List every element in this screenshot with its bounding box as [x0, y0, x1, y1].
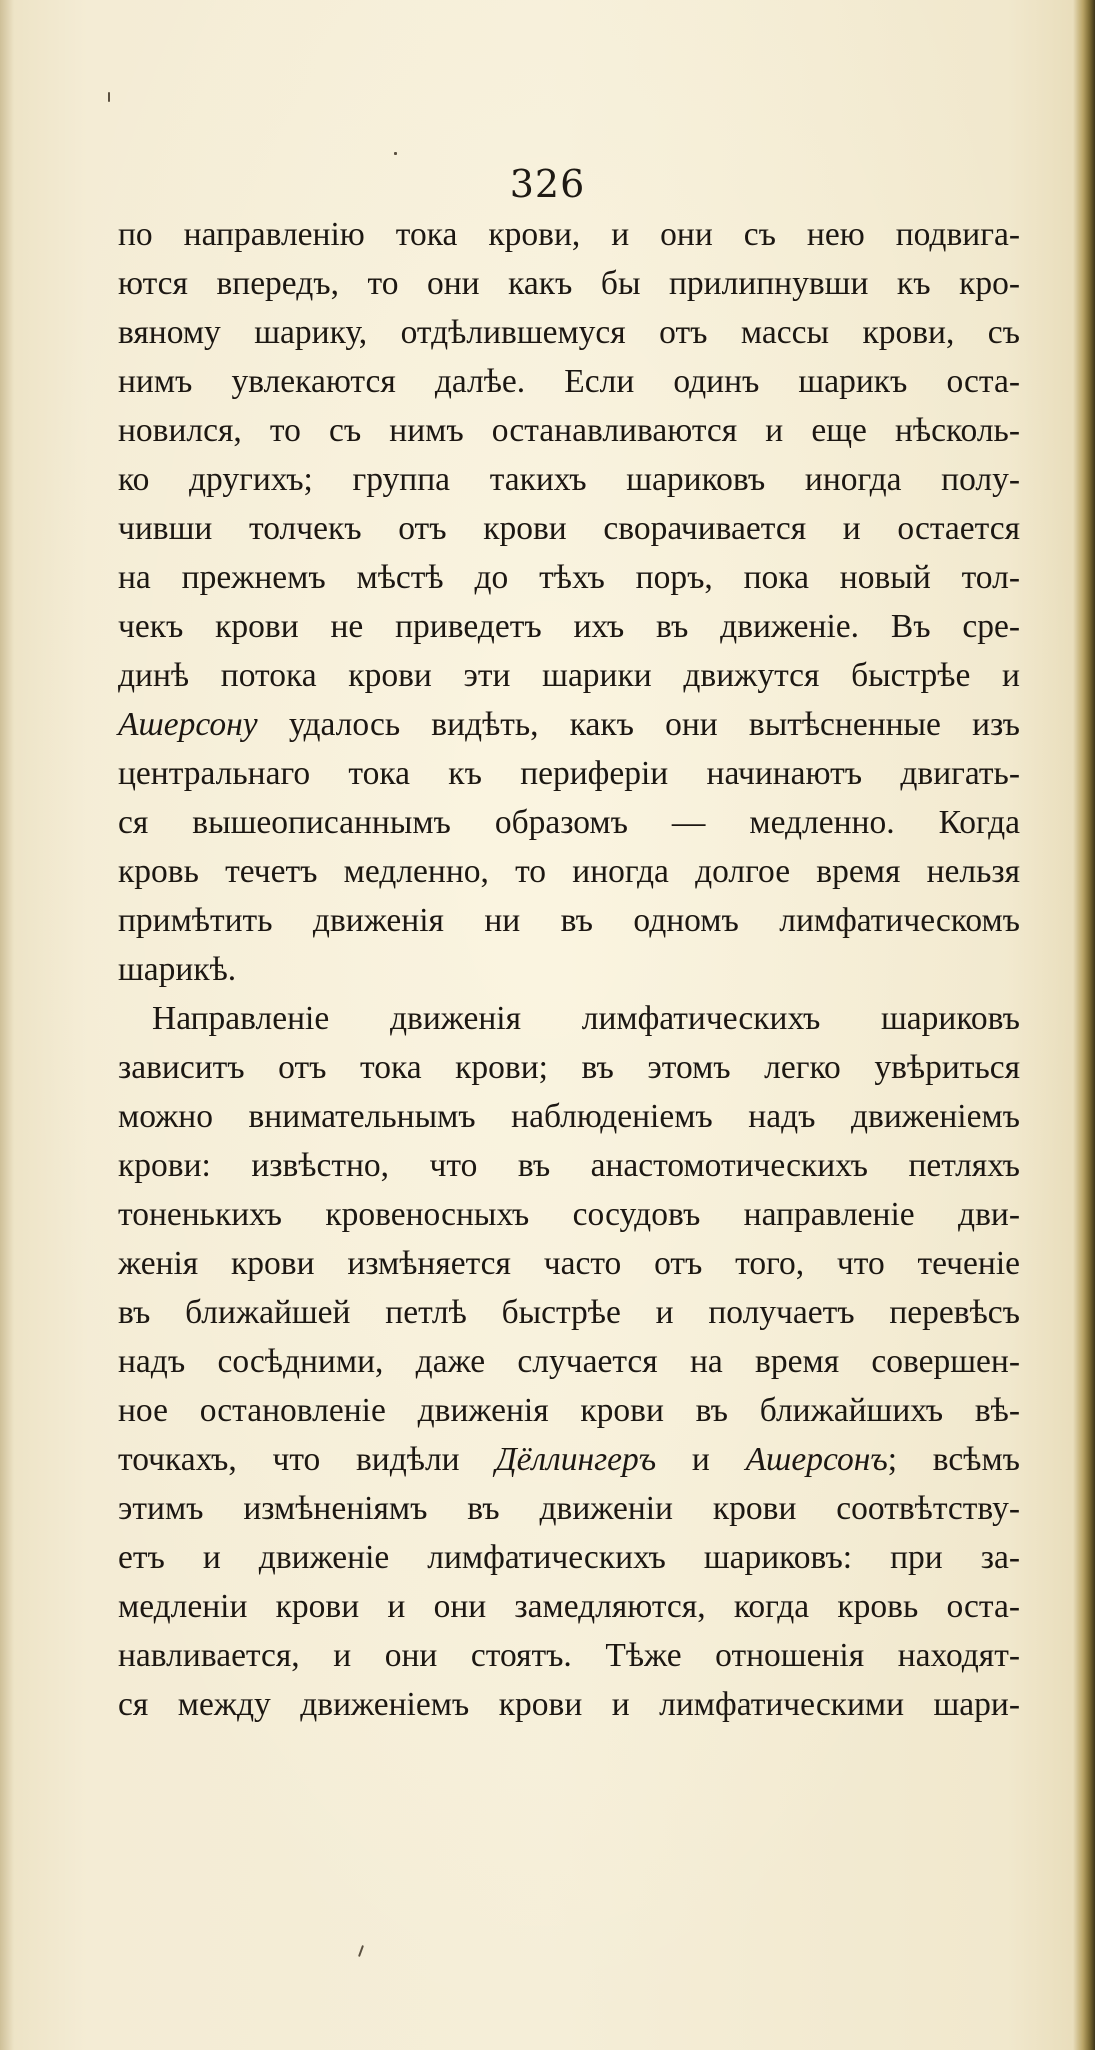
text-line: центральнаго тока къ периферіи начинаютъ двигать-	[118, 755, 1020, 792]
text-line: надъ сосѣдними, даже случается на время совершен-	[118, 1343, 1020, 1380]
text-line: ются впередъ, то они какъ бы прилипнувши къ кро-	[118, 265, 1020, 302]
text-line: можно внимательнымъ наблюденіемъ надъ движеніемъ	[118, 1098, 1020, 1135]
page-edge	[1073, 0, 1095, 2050]
page-number: 326	[509, 162, 586, 206]
text-line: тоненькихъ кровеносныхъ сосудовъ направленіе дви-	[118, 1196, 1020, 1233]
text-line: ное остановленіе движенія крови въ ближайшихъ вѣ-	[118, 1392, 1020, 1429]
text-line: точкахъ, что видѣли Дёллингеръ и Ашерсонъ; всѣмъ	[118, 1441, 1020, 1478]
text-line: чивши толчекъ отъ крови сворачивается и остается	[118, 510, 1020, 547]
body-text	[118, 210, 1020, 1729]
text-line: Направленіе движенія лимфатическихъ шариковъ	[152, 1000, 1020, 1037]
text-line: женія крови измѣняется часто отъ того, что теченіе	[118, 1245, 1020, 1282]
italic-name: Ашерсонъ	[745, 1441, 888, 1478]
text-line: медленіи крови и они замедляются, когда кровь оста-	[118, 1588, 1020, 1625]
text-line: этимъ измѣненіямъ въ движеніи крови соотвѣтству-	[118, 1490, 1020, 1527]
text-line: динѣ потока крови эти шарики движутся быстрѣе и	[118, 657, 1020, 694]
italic-name: Ашерсону	[118, 706, 258, 743]
text-line: примѣтить движенія ни въ одномъ лимфатическомъ	[118, 902, 1020, 939]
italic-name: Дёллингеръ	[495, 1441, 657, 1478]
text-line: навливается, и они стоятъ. Тѣже отношенія находят-	[118, 1637, 1020, 1674]
ink-speck	[358, 1945, 364, 1957]
text-line: въ ближайшей петлѣ быстрѣе и получаетъ перевѣсъ	[118, 1294, 1020, 1331]
ink-speck	[108, 92, 110, 102]
text-line: на прежнемъ мѣстѣ до тѣхъ поръ, пока новый тол-	[118, 559, 1020, 596]
text-line: ко другихъ; группа такихъ шариковъ иногда полу-	[118, 461, 1020, 498]
text-line: чекъ крови не приведетъ ихъ въ движеніе. Въ сре-	[118, 608, 1020, 645]
text-line: вяному шарику, отдѣлившемуся отъ массы крови, съ	[118, 314, 1020, 351]
text-line: Ашерсону удалось видѣть, какъ они вытѣсненные изъ	[118, 706, 1020, 743]
text-line: кровь течетъ медленно, то иногда долгое время нельзя	[118, 853, 1020, 890]
text-line: зависитъ отъ тока крови; въ этомъ легко увѣриться	[118, 1049, 1020, 1086]
text-line: новился, то съ нимъ останавливаются и еще нѣсколь-	[118, 412, 1020, 449]
text-line: крови: извѣстно, что въ анастомотическихъ петляхъ	[118, 1147, 1020, 1184]
text-line: шарикѣ.	[118, 951, 237, 988]
page-gutter-shadow	[0, 0, 14, 2050]
text-line: нимъ увлекаются далѣе. Если одинъ шарикъ оста-	[118, 363, 1020, 400]
text-line: ся между движеніемъ крови и лимфатическими шари-	[118, 1686, 1020, 1723]
text-line: ся вышеописаннымъ образомъ — медленно. Когда	[118, 804, 1020, 841]
text-line: етъ и движеніе лимфатическихъ шариковъ: при за-	[118, 1539, 1020, 1576]
ink-speck	[394, 152, 397, 155]
text-line: по направленію тока крови, и они съ нею подвига-	[118, 216, 1020, 253]
